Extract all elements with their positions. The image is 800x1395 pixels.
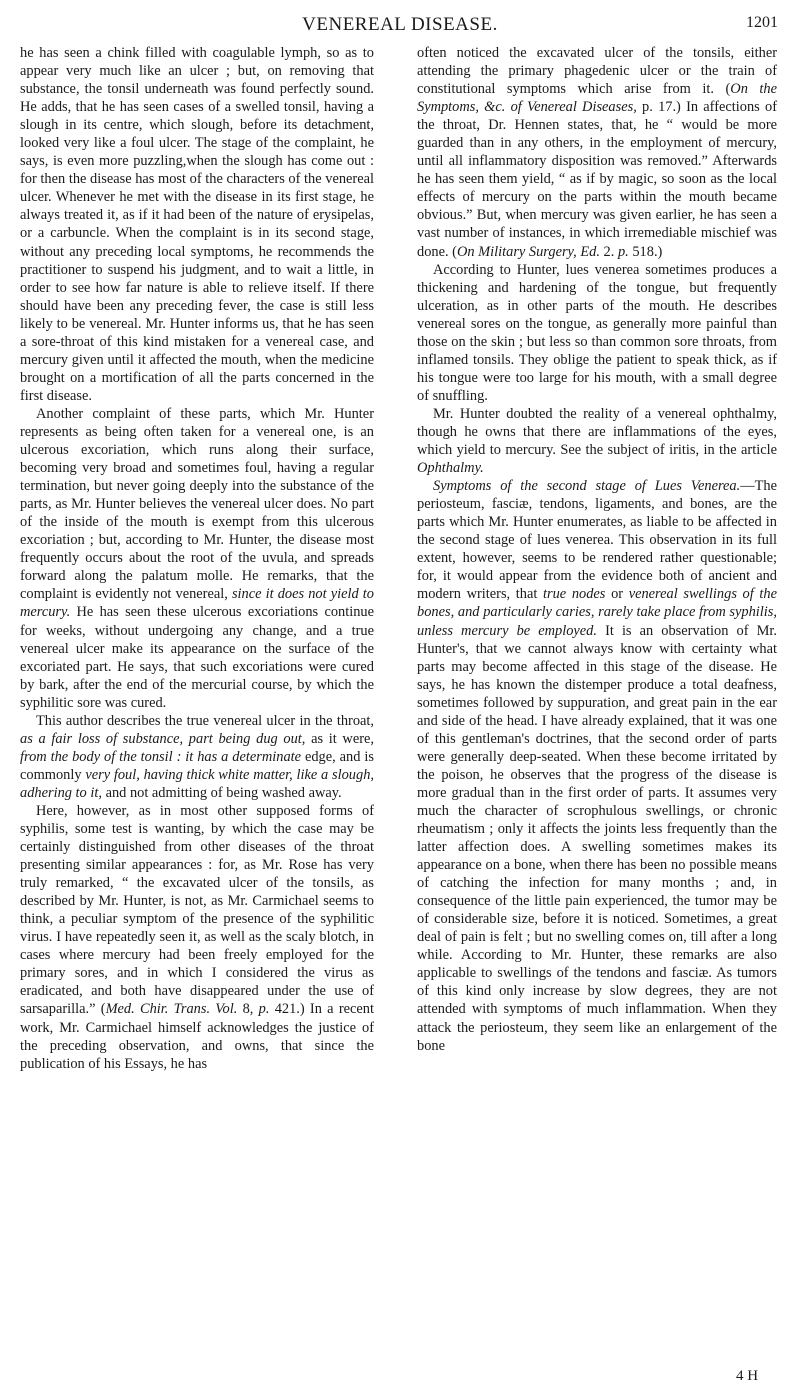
page-number: 1201 <box>746 14 778 31</box>
paragraph <box>417 405 777 477</box>
text: 421.) In a recent work, Mr. Carmichael himself acknowledges the justice of the preceding observation, and owns, that since the publication of his Essays, he has <box>20 1001 374 1072</box>
text: 8, <box>242 1001 254 1018</box>
italic-text: venereal swellings of the bones, and particularly caries, rarely take place from syphilis, unless mercury be employed. <box>417 586 777 639</box>
text: It is an observation of Mr. Hunter's, that we cannot always know with certainty what parts may become affected in this stage of the disease. He says, he has known the distemper produce a total deafness, sometimes followed by suppuration, and great pain in the ear and side of the head. I have already explained, that it was one of this gentleman's doctrines, that the second order of parts were generally deep-seated. When these become irritated by the poison, he observes that the progress of the disease is more gradual than in the first order of parts. It assumes very much the character of scrophulous swellings, or chronic rheumatism ; only it affects the joints less frequently than the latter affection does. A swelling sometimes makes its appearance on a bone, when there has been no possible means of catching the infection for many months ; and, in consequence of the little pain experienced, the tumor may be of considerable size, before it is noticed. Sometimes, a great deal of pain is felt ; but no swelling comes on, till after a long while. According to Mr. Hunter, these remarks are also applicable to swellings of the tendons and fasciæ. As tumors of this kind only increase by slow degrees, they are not attended with symptoms of much inflammation. When they attack the periosteum, they seem like an enlargement of the bone <box>417 622 777 1054</box>
text: and not admitting of being washed away. <box>105 784 342 801</box>
text: Another complaint of these parts, which Mr. Hunter represents as being often taken for a venereal one, is an ulcerous excoriation, which runs along their surface, becoming very broad and sometimes foul, having a regular termination, but never going deeply into the substance of the parts, as Mr. Hunter believes the venereal ulcer does. No part of the inside of the mouth is exempt from this ulcerous excoriation ; but, according to Mr. Hunter, the disease most frequently occurs about the root of the uvula, and spreads forward along the palatum molle. He remarks, that the complaint is evidently not venereal, <box>20 405 374 603</box>
text: This author describes the true venereal ulcer in the throat, <box>36 712 374 729</box>
paragraph <box>417 477 777 1055</box>
italic-text: from the body of the tonsil : it has a determinate <box>20 748 302 765</box>
italic-text: On the Symptoms, &c. of Venereal Diseases, <box>417 81 777 116</box>
paragraph <box>20 712 374 802</box>
text: as it were, <box>311 730 374 747</box>
paragraph <box>417 44 777 261</box>
left-column <box>20 44 374 1073</box>
text: 2. <box>603 243 615 260</box>
text: Mr. Hunter doubted the reality of a venereal ophthalmy, though he owns that there are inflammations of the eyes, which yield to mercury. See the subject of iritis, in the article <box>417 405 777 459</box>
text: he has seen a chink filled with coagulable lymph, so as to appear very much like an ulcer ; but, on removing that substance, the tonsil underneath was found perfectly sound. He adds, that he has seen cases of a swelled tonsil, having a slough in its centre, which slough, before its detachment, looked very like a foul ulcer. The stage of the complaint, he says, is even more puzzling,when the slough has come out : for then the disease has most of the characters of the venereal ulcer. Whenever he met with the disease in its first stage, he always treated it, as if it had been of the nature of erysipelas, or a carbuncle. When the complaint is in its second stage, without any preceding local symptoms, he recommends the practitioner to suspend his judgment, and to wait a little, in order to see how far nature is able to relieve itself. If there should have been any preceding fever, the case is still less likely to be venereal. Mr. Hunter informs us, that he has seen a sore-throat of this kind mistaken for a venereal case, and mercury given until it affected the mouth, when the medicine brought on a mortification of all the parts concerned in the first disease. <box>20 45 374 404</box>
italic-text: Med. Chir. Trans. Vol. <box>105 1001 238 1018</box>
italic-text: true nodes <box>543 586 606 603</box>
italic-text: On Military Surgery, Ed. <box>456 243 600 260</box>
text: edge, and is commonly <box>20 748 374 783</box>
paragraph <box>20 405 374 712</box>
paragraph <box>20 44 374 405</box>
italic-text: since it does not yield to mercury. <box>20 586 374 621</box>
italic-text: very foul, having thick white matter, like a slough, adhering to it, <box>20 766 374 801</box>
paragraph <box>20 802 374 1073</box>
text: 518.) <box>632 243 663 260</box>
text: —The periosteum, fasciæ, tendons, ligaments, and bones, are the parts which Mr. Hunter enumerates, as liable to be affected in the second stage of lues venerea. This observation in its full extent, however, seems to be rendered rather questionable; for, it would appear from the evidence both of ancient and modern writers, that <box>417 478 777 603</box>
text: or <box>611 586 624 603</box>
running-head <box>0 14 800 38</box>
right-column <box>417 44 777 1055</box>
italic-text: Ophthalmy. <box>417 460 484 477</box>
running-title: VENEREAL DISEASE. <box>302 14 498 35</box>
text: often noticed the excavated ulcer of the tonsils, either attending the primary phagedenic ulcer or the train of constitutional symptoms which arise from it. ( <box>417 45 777 98</box>
text: According to Hunter, lues venerea sometimes produces a thickening and hardening of the tongue, but frequently ulceration, as in other parts of the mouth. He describes venereal sores on the tongue, as generally more painful than those on the skin ; but less so than common sore throats, from inflamed tonsils. They oblige the patient to speak thick, as if his tongue were too large for his mouth, with a small degree of snuffling. <box>417 261 777 404</box>
text: p. 17.) In affections of the throat, Dr. Hennen states, that, he “ would be more guarded than in any others, in the employment of mercury, until all inflammatory disposition was removed.” Afterwards he has seen them yield, “ as if by magic, so soon as the local effects of mercury on the parts within the mouth became obvious.” But, when mercury was given earlier, he has seen a vast number of instances, in which irremediable mischief was done. ( <box>417 99 777 260</box>
signature-mark: 4 H <box>736 1368 759 1384</box>
italic-text: p. <box>617 243 629 260</box>
text: Here, however, as in most other supposed forms of syphilis, some test is wanting, by which the case may be certainly distinguished from other diseases of the throat presenting similar appearances : for, as Mr. Rose has very truly remarked, “ the excavated ulcer of the tonsils, as described by Mr. Hunter, is not, as Mr. Carmichael seems to think, a peculiar symptom of the presence of the syphilitic virus. I have repeatedly seen it, as well as the scaly blotch, in cases where mercury had been freely employed for the primary sores, and in which I considered the virus as eradicated, and both have disappeared under the use of sarsaparilla.” ( <box>20 802 374 1018</box>
text: He has seen these ulcerous excoriations continue for weeks, without undergoing any change, and a true venereal ulcer make its appearance on the surface of the excoriated part. He says, that such excoriations were cured by bark, after the end of the mercurial course, by which the syphilitic sore was cured. <box>20 604 374 711</box>
paragraph <box>417 261 777 405</box>
italic-text: p. <box>258 1001 270 1018</box>
italic-text: as a fair loss of substance, part being dug out, <box>20 730 306 747</box>
section-heading: Symptoms of the second stage of Lues Venerea. <box>433 478 741 495</box>
